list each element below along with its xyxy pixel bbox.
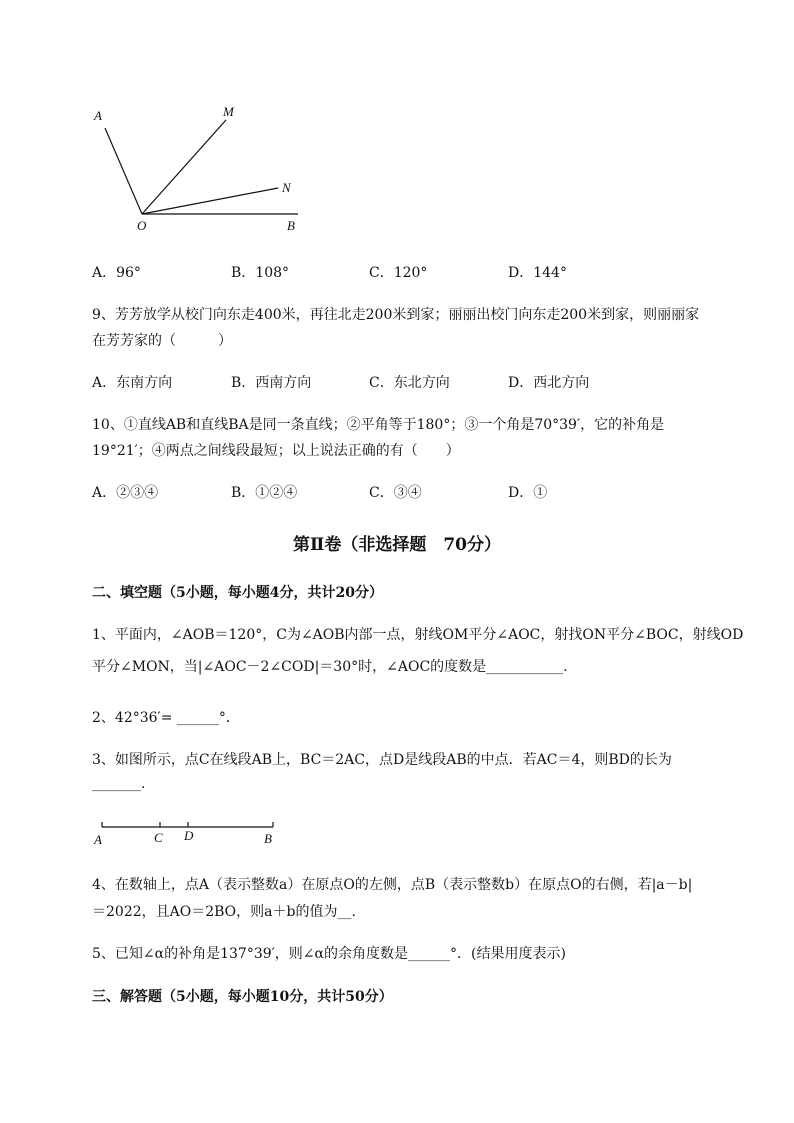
q9-text-line1: 9、芳芳放学从校门向东走400米，再往北走200米到家；丽丽出校门向东走200米到家，则丽丽家 xyxy=(92,307,700,323)
fill4-text-line2: ＝2022，且AO＝2BO，则a＋b的值为__. xyxy=(92,904,356,920)
segment-figure xyxy=(88,816,288,850)
fill3-text-line2: _______. xyxy=(92,776,146,792)
fill4-text-line1: 4、在数轴上，点A（表示整数a）在原点O的左侧，点B（表示整数b）在原点O的右侧，若|a－b| xyxy=(92,877,693,893)
q10-option-d: D．① xyxy=(508,485,548,501)
fill3-text-line1: 3、如图所示，点C在线段AB上，BC＝2AC，点D是线段AB的中点．若AC＝4，则BD的长为 xyxy=(92,752,672,768)
label-m: M xyxy=(223,104,234,119)
q8-option-c: C．120° xyxy=(369,265,428,281)
label-n: N xyxy=(282,180,291,195)
angle-figure xyxy=(90,100,310,240)
q8-option-b: B．108° xyxy=(231,265,290,281)
label-a: A xyxy=(94,832,102,847)
fill2-text: 2、42°36′= ______°． xyxy=(92,710,240,726)
label-b: B xyxy=(264,831,272,846)
section3-header: 三、解答题（5小题，每小题10分，共计50分） xyxy=(92,989,393,1005)
fill1-text-line2: 平分∠MON，当|∠AOC－2∠COD|＝30°时，∠AOC的度数是___________. xyxy=(92,659,568,675)
q10-option-a: A．②③④ xyxy=(92,485,159,501)
q9-option-a: A．东南方向 xyxy=(92,375,173,391)
q8-option-d: D．144° xyxy=(508,265,567,281)
ray-oa xyxy=(105,128,142,214)
section2-header: 二、填空题（5小题，每小题4分，共计20分） xyxy=(92,585,383,601)
q10-text-line1: 10、①直线AB和直线BA是同一条直线；②平角等于180°；③一个角是70°39′，它的补角是 xyxy=(92,417,665,433)
label-d: D xyxy=(184,828,194,843)
q9-option-d: D．西北方向 xyxy=(508,375,590,391)
q10-option-b: B．①②④ xyxy=(231,485,298,501)
q10-option-c: C．③④ xyxy=(369,485,422,501)
label-o: O xyxy=(137,218,147,233)
q8-option-a: A．96° xyxy=(92,265,141,281)
q9-text-line2: 在芳芳家的（ ） xyxy=(92,333,232,349)
fill5-text: 5、已知∠α的补角是137°39′，则∠α的余角度数是______°．(结果用度表示) xyxy=(92,946,566,962)
label-c: C xyxy=(154,830,163,845)
label-b: B xyxy=(287,218,295,233)
q10-text-line2: 19°21′；④两点之间线段最短；以上说法正确的有（ ） xyxy=(92,443,460,459)
q9-option-b: B．西南方向 xyxy=(231,375,312,391)
label-a: A xyxy=(94,108,102,123)
part2-title: 第Ⅱ卷（非选择题 70分） xyxy=(293,535,501,555)
fill1-text-line1: 1、平面内，∠AOB＝120°，C为∠AOB内部一点，射线OM平分∠AOC，射找ON平分∠BOC，射线OD xyxy=(92,627,744,643)
q9-option-c: C．东北方向 xyxy=(369,375,450,391)
